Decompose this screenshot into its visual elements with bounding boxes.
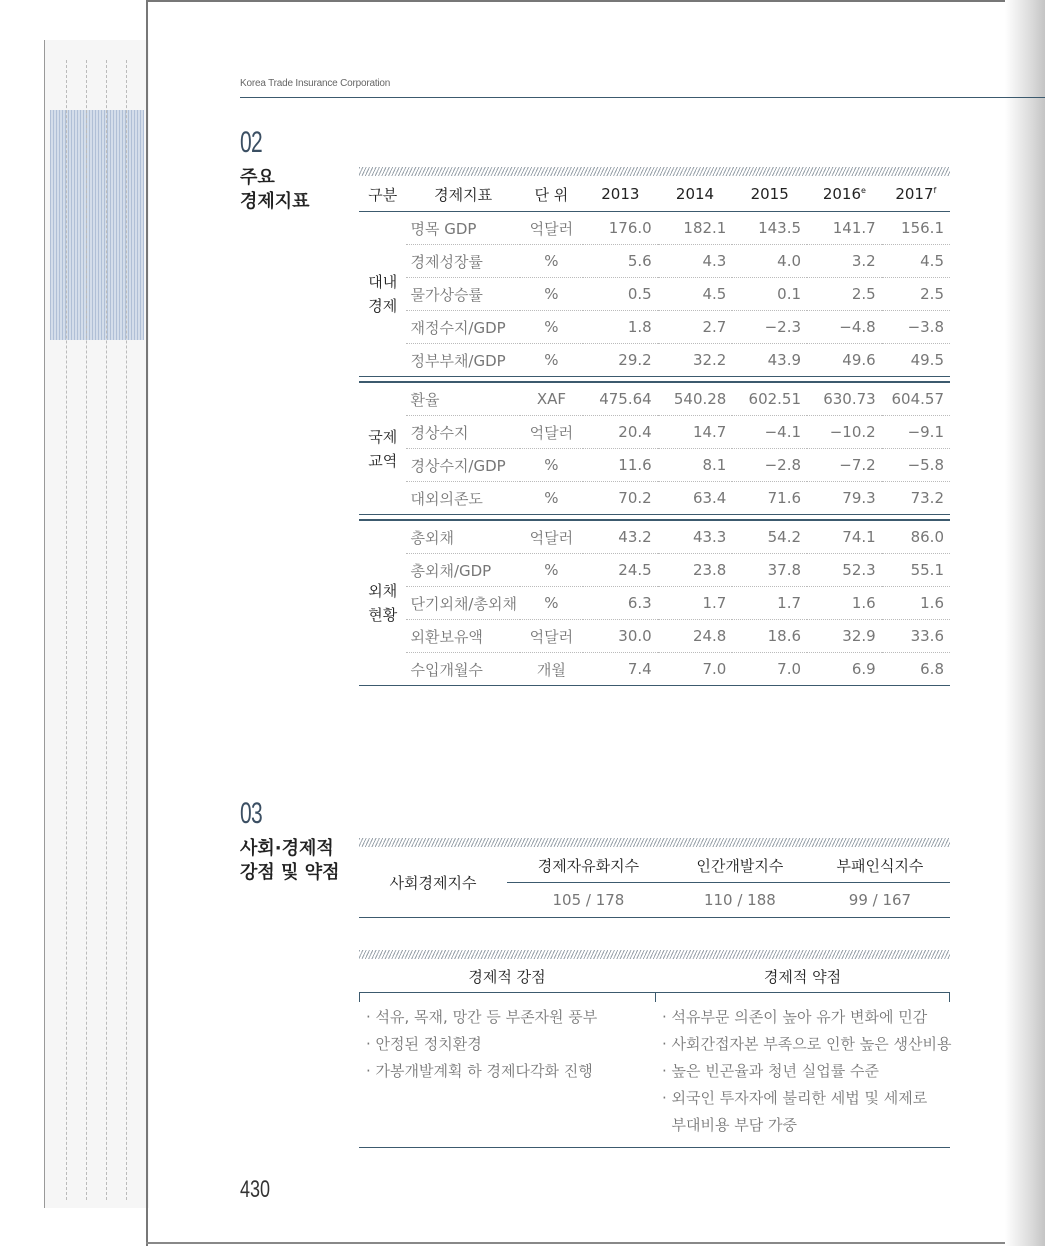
estimate-mark: e xyxy=(861,186,866,195)
index-name: 경제자유화지수 xyxy=(507,848,670,883)
indicator-value: 1.6 xyxy=(882,587,950,620)
group-label: 대내 경제 xyxy=(359,212,406,377)
indicator-value: 475.64 xyxy=(583,382,658,416)
list-item: · 외국인 투자자에 불리한 세법 및 세제로 xyxy=(662,1089,928,1107)
indicator-value: 2.5 xyxy=(882,278,950,311)
indicator-value: 8.1 xyxy=(658,449,733,482)
indicator-value: 1.7 xyxy=(732,587,807,620)
indicator-value: 5.6 xyxy=(583,245,658,278)
strengths-list xyxy=(366,1004,652,1085)
indicator-value: 7.4 xyxy=(583,653,658,686)
indicator-name: 대외의존도 xyxy=(406,482,519,515)
list-item: · 석유, 목재, 망간 등 부존자원 풍부 xyxy=(366,1008,598,1026)
indicator-value: 1.8 xyxy=(583,311,658,344)
indicator-unit: 억달러 xyxy=(520,620,583,653)
indicator-value: 2.5 xyxy=(807,278,882,311)
indicator-value: 604.57 xyxy=(882,382,950,416)
indicator-unit: % xyxy=(520,311,583,344)
indicator-value: 20.4 xyxy=(583,416,658,449)
stack-dash-line xyxy=(126,60,127,1200)
indicator-value: 49.6 xyxy=(807,344,882,377)
list-item: · 높은 빈곤율과 청년 실업률 수준 xyxy=(662,1062,879,1080)
indicator-value: 1.6 xyxy=(807,587,882,620)
table-row xyxy=(359,482,950,515)
table-row xyxy=(359,382,950,416)
indicator-value: 3.2 xyxy=(807,245,882,278)
table-row xyxy=(359,278,950,311)
indicator-value: 18.6 xyxy=(732,620,807,653)
indicator-value: 55.1 xyxy=(882,554,950,587)
indicator-value: 7.0 xyxy=(658,653,733,686)
indicator-value: 30.0 xyxy=(583,620,658,653)
indicator-value: 4.5 xyxy=(882,245,950,278)
indicator-value: 79.3 xyxy=(807,482,882,515)
column-header: 구분 xyxy=(359,177,406,212)
indicator-value: 0.5 xyxy=(583,278,658,311)
list-item: · 석유부문 의존이 높아 유가 변화에 민감 xyxy=(662,1008,928,1026)
indicator-value: −10.2 xyxy=(807,416,882,449)
indicator-value: 7.0 xyxy=(732,653,807,686)
rule-tick xyxy=(949,992,950,1002)
hatch-bar xyxy=(359,167,950,176)
social-economic-index-table xyxy=(359,848,950,918)
stack-dash-line xyxy=(86,60,87,1200)
indicator-unit: % xyxy=(520,278,583,311)
column-header: 2014 xyxy=(658,177,733,212)
column-header: 경제지표 xyxy=(406,177,519,212)
column-header: 2016e xyxy=(807,177,882,212)
section-title-line: 강점 및 약점 xyxy=(240,862,340,883)
indicator-unit: 억달러 xyxy=(520,212,583,245)
table-row xyxy=(359,587,950,620)
indicator-value: 6.8 xyxy=(882,653,950,686)
table-row xyxy=(359,520,950,554)
indicator-value: 630.73 xyxy=(807,382,882,416)
indicator-value: −9.1 xyxy=(882,416,950,449)
indicator-value: 86.0 xyxy=(882,520,950,554)
rule-tick xyxy=(359,992,360,1002)
column-header: 단 위 xyxy=(520,177,583,212)
indicator-name: 총외채 xyxy=(406,520,519,554)
indicator-value: 32.9 xyxy=(807,620,882,653)
indicator-name: 재정수지/GDP xyxy=(406,311,519,344)
page-stack-tab-markers xyxy=(50,110,144,340)
indicator-name: 명목 GDP xyxy=(406,212,519,245)
table-row xyxy=(359,449,950,482)
list-item: · 가봉개발계획 하 경제다각화 진행 xyxy=(366,1062,593,1080)
indicator-value: 37.8 xyxy=(732,554,807,587)
indicator-unit: 개월 xyxy=(520,653,583,686)
indicator-value: 141.7 xyxy=(807,212,882,245)
indicator-value: −4.8 xyxy=(807,311,882,344)
section-number: 03 xyxy=(240,797,262,830)
indicator-value: 49.5 xyxy=(882,344,950,377)
indicator-value: 33.6 xyxy=(882,620,950,653)
indicator-unit: % xyxy=(520,587,583,620)
strengths-heading: 경제적 강점 xyxy=(468,968,546,986)
indicator-name: 물가상승률 xyxy=(406,278,519,311)
indicator-value: 52.3 xyxy=(807,554,882,587)
indicator-unit: % xyxy=(520,554,583,587)
index-value: 99 / 167 xyxy=(810,883,950,918)
stack-dash-line xyxy=(106,60,107,1200)
table-row xyxy=(359,245,950,278)
page-gutter-shadow xyxy=(1005,0,1045,1246)
indicator-value: −4.1 xyxy=(732,416,807,449)
list-item: · 안정된 정치환경 xyxy=(366,1035,482,1053)
indicator-unit: XAF xyxy=(520,382,583,416)
indicator-value: 4.3 xyxy=(658,245,733,278)
indicator-value: 6.3 xyxy=(583,587,658,620)
indicator-value: 143.5 xyxy=(732,212,807,245)
table-row xyxy=(359,554,950,587)
section-title-line: 사회·경제적 xyxy=(240,838,334,859)
indicator-value: −5.8 xyxy=(882,449,950,482)
indicator-value: 70.2 xyxy=(583,482,658,515)
indicator-value: 14.7 xyxy=(658,416,733,449)
index-name: 부패인식지수 xyxy=(810,848,950,883)
table-row xyxy=(359,653,950,686)
indicator-name: 외환보유액 xyxy=(406,620,519,653)
index-value: 105 / 178 xyxy=(507,883,670,918)
indicator-value: 32.2 xyxy=(658,344,733,377)
indicator-value: 2.7 xyxy=(658,311,733,344)
group-label: 국제 교역 xyxy=(359,382,406,515)
weaknesses-list xyxy=(662,1004,950,1139)
table-row xyxy=(359,344,950,377)
hatch-bar xyxy=(359,838,950,847)
indicator-value: −7.2 xyxy=(807,449,882,482)
indicator-unit: % xyxy=(520,449,583,482)
page-top-edge xyxy=(146,0,1026,2)
indicator-unit: % xyxy=(520,245,583,278)
hatch-bar xyxy=(359,950,950,959)
weaknesses-heading: 경제적 약점 xyxy=(763,968,842,986)
indicator-value: 63.4 xyxy=(658,482,733,515)
stack-dash-line xyxy=(66,60,67,1200)
indicator-value: 71.6 xyxy=(732,482,807,515)
indicator-name: 단기외채/총외채 xyxy=(406,587,519,620)
indicator-value: 74.1 xyxy=(807,520,882,554)
indicator-value: 29.2 xyxy=(583,344,658,377)
strength-weakness-bottom-rule xyxy=(359,1147,950,1148)
indicator-value: 540.28 xyxy=(658,382,733,416)
indicator-name: 경상수지/GDP xyxy=(406,449,519,482)
index-value: 110 / 188 xyxy=(670,883,810,918)
indicator-unit: % xyxy=(520,344,583,377)
section-title xyxy=(240,837,339,885)
list-item: · 사회간접자본 부족으로 인한 높은 생산비용 xyxy=(662,1035,952,1053)
column-header: 2017$^f$ xyxy=(882,177,950,212)
row-header: 사회경제지수 xyxy=(359,848,507,918)
indicator-value: 4.0 xyxy=(732,245,807,278)
indicator-value: 602.51 xyxy=(732,382,807,416)
indicator-unit: 억달러 xyxy=(520,520,583,554)
section-title xyxy=(240,166,310,214)
indicator-value: 24.5 xyxy=(583,554,658,587)
indicator-value: 176.0 xyxy=(583,212,658,245)
page-bottom-edge xyxy=(146,1242,1026,1244)
indicator-value: −2.8 xyxy=(732,449,807,482)
indicator-value: 43.9 xyxy=(732,344,807,377)
page-number: 430 xyxy=(240,1176,271,1203)
section-number: 02 xyxy=(240,126,262,159)
page-left-edge xyxy=(146,0,148,1246)
indicator-value: 1.7 xyxy=(658,587,733,620)
section-title-line: 경제지표 xyxy=(240,191,310,212)
indicator-name: 경상수지 xyxy=(406,416,519,449)
running-header: Korea Trade Insurance Corporation xyxy=(240,78,391,89)
indicator-name: 환율 xyxy=(406,382,519,416)
indicator-value: 156.1 xyxy=(882,212,950,245)
group-label: 외채 현황 xyxy=(359,520,406,686)
table-header-row xyxy=(359,177,950,212)
indicator-name: 총외채/GDP xyxy=(406,554,519,587)
indicator-value: 182.1 xyxy=(658,212,733,245)
indicator-unit: % xyxy=(520,482,583,515)
indicator-value: 4.5 xyxy=(658,278,733,311)
indicator-unit: 억달러 xyxy=(520,416,583,449)
indicator-name: 수입개월수 xyxy=(406,653,519,686)
indicator-name: 경제성장률 xyxy=(406,245,519,278)
indicator-value: −2.3 xyxy=(732,311,807,344)
index-name: 인간개발지수 xyxy=(670,848,810,883)
column-header: 2015 xyxy=(732,177,807,212)
header-rule xyxy=(240,97,1045,98)
table-row xyxy=(359,620,950,653)
indicator-value: 6.9 xyxy=(807,653,882,686)
section-title-line: 주요 xyxy=(240,167,275,188)
forecast-mark: f xyxy=(933,186,937,195)
indicator-value: −3.8 xyxy=(882,311,950,344)
table-row xyxy=(359,311,950,344)
indicator-value: 43.2 xyxy=(583,520,658,554)
indicator-value: 43.3 xyxy=(658,520,733,554)
indicator-value: 23.8 xyxy=(658,554,733,587)
rule-tick xyxy=(655,992,656,1002)
column-header: 2013 xyxy=(583,177,658,212)
indicator-name: 정부부채/GDP xyxy=(406,344,519,377)
indicator-value: 11.6 xyxy=(583,449,658,482)
list-item: 부대비용 부담 가중 xyxy=(662,1116,797,1134)
indicator-value: 0.1 xyxy=(732,278,807,311)
economic-indicators-table xyxy=(359,177,950,686)
indicator-value: 54.2 xyxy=(732,520,807,554)
indicator-value: 73.2 xyxy=(882,482,950,515)
table-row xyxy=(359,212,950,245)
table-row xyxy=(359,416,950,449)
indicator-value: 24.8 xyxy=(658,620,733,653)
